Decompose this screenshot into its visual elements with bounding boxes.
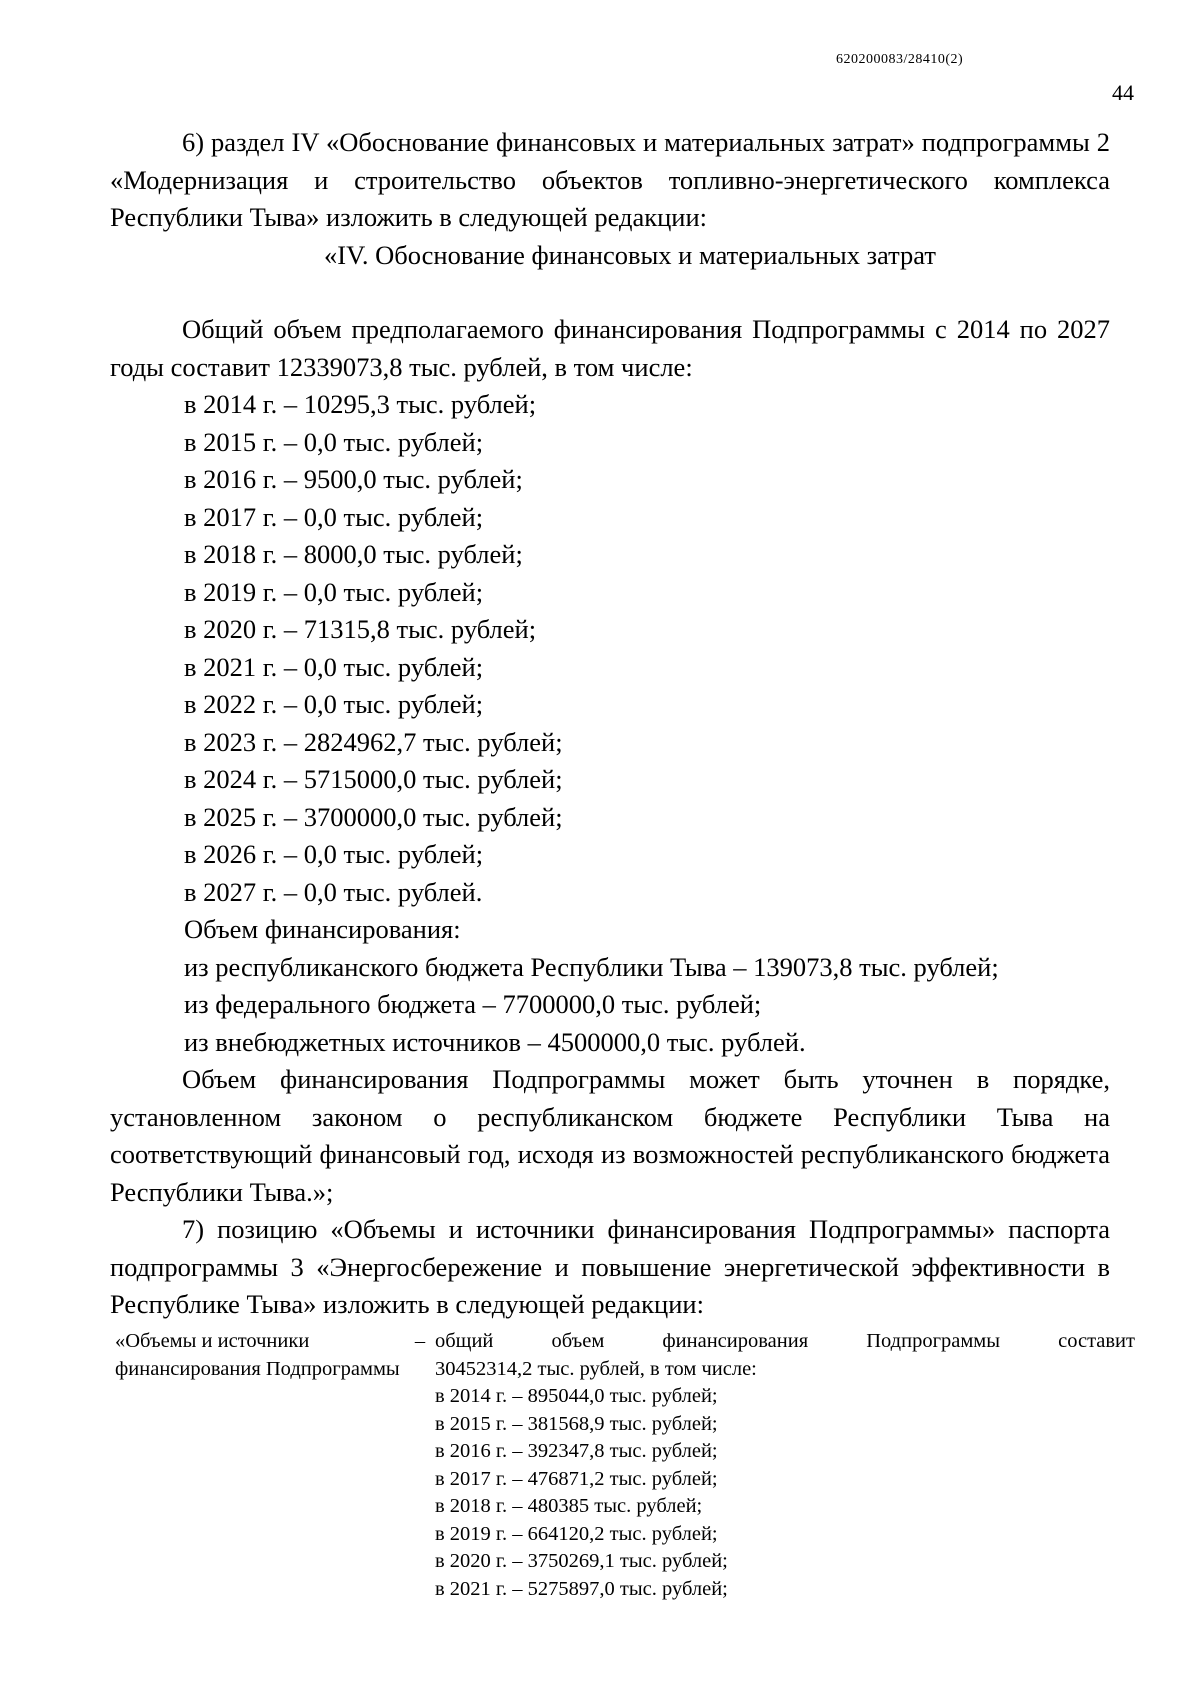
table-year-item: в 2014 г. – 895044,0 тыс. рублей; [435,1385,718,1407]
year-item: в 2017 г. – 0,0 тыс. рублей; [184,501,484,532]
passport-table [115,1328,1135,1603]
source-item: из республиканского бюджета Республики Тыва – 139073,8 тыс. рублей; [184,951,999,982]
table-year-item: в 2017 г. – 476871,2 тыс. рублей; [435,1467,718,1490]
year-item: в 2027 г. – 0,0 тыс. рублей. [184,876,483,907]
table-year-item: в 2015 г. – 381568,9 тыс. рублей; [435,1412,718,1435]
closing-paragraph: Объем финансирования Подпрограммы может быть уточнен в порядке, установленном законом о республиканском бюджете Республики Тыва на соответствующий финансовый год, исходя из возможностей республиканского бюджета Республики Тыва.»; [110,1064,1110,1207]
table-values [435,1328,1135,1603]
year-item: в 2023 г. – 2824962,7 тыс. рублей; [184,726,563,757]
year-item: в 2016 г. – 9500,0 тыс. рублей; [184,464,523,494]
year-item: в 2015 г. – 0,0 тыс. рублей; [184,426,484,457]
section-heading: «IV. Обоснование финансовых и материальных затрат [324,239,936,270]
table-total-line: общий объем финансирования Подпрограммы составит [435,1330,1135,1352]
year-item: в 2021 г. – 0,0 тыс. рублей; [184,651,484,682]
source-item: из федерального бюджета – 7700000,0 тыс. рублей; [184,989,762,1019]
table-year-item: в 2020 г. – 3750269,1 тыс. рублей; [435,1550,728,1572]
document-id: 620200083/28410(2) [836,52,964,67]
year-item: в 2022 г. – 0,0 тыс. рублей; [184,689,484,719]
table-year-item: в 2019 г. – 664120,2 тыс. рублей; [435,1522,718,1545]
page-number: 44 [1112,80,1134,105]
year-item: в 2014 г. – 10295,3 тыс. рублей; [184,389,537,419]
year-item: в 2019 г. – 0,0 тыс. рублей; [184,576,484,607]
table-total-line: 30452314,2 тыс. рублей, в том числе: [435,1357,757,1380]
table-year-item: в 2021 г. – 5275897,0 тыс. рублей; [435,1577,728,1600]
document-body [110,124,1110,1324]
year-list [110,386,1110,1061]
table-label: «Объемы и источники финансирования Подпрограммы [115,1330,400,1380]
total-financing: Общий объем предполагаемого финансирования Подпрограммы с 2014 по 2027 годы составит 12339073,8 тыс. рублей, в том числе: [110,314,1110,382]
year-item: в 2024 г. – 5715000,0 тыс. рублей; [184,764,563,794]
table-year-item: в 2018 г. – 480385 тыс. рублей; [435,1495,703,1517]
year-item: в 2026 г. – 0,0 тыс. рублей; [184,839,484,869]
year-item: в 2025 г. – 3700000,0 тыс. рублей; [184,801,563,832]
volume-label: Объем финансирования: [184,914,461,944]
source-item: из внебюджетных источников – 4500000,0 тыс. рублей. [184,1026,806,1057]
table-year-item: в 2016 г. – 392347,8 тыс. рублей; [435,1440,718,1462]
year-item: в 2020 г. – 71315,8 тыс. рублей; [184,614,537,644]
table-dash: – [414,1330,426,1352]
section6-intro: 6) раздел IV «Обоснование финансовых и материальных затрат» подпрограммы 2 «Модернизация и строительство объектов топливно-энергетического комплекса Республики Тыва» изложить в следующей редакции: [110,127,1110,232]
section7-intro: 7) позицию «Объемы и источники финансирования Подпрограммы» паспорта подпрограммы 3 «Энергосбережение и повышение энергетической эффективности в Республике Тыва» изложить в следующей редакции: [110,1214,1110,1319]
year-item: в 2018 г. – 8000,0 тыс. рублей; [184,539,523,569]
